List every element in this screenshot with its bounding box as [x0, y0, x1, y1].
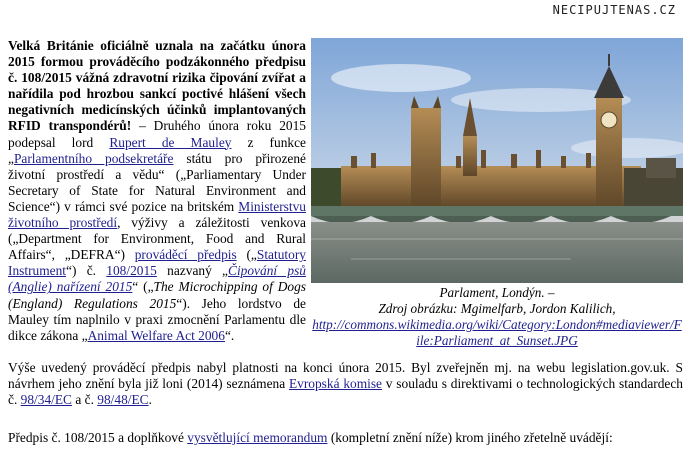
- caption-url-link[interactable]: http://commons.wikimedia.org/wiki/Category:London#mediaviewer/File:Parliament_at_Sunset.JPG: [312, 317, 682, 348]
- intro-text: („: [236, 247, 257, 263]
- directive-98-34-link[interactable]: 98/34/EC: [20, 392, 72, 408]
- site-name: NECIPUJTENAS.CZ: [552, 3, 676, 17]
- office-link[interactable]: Parlamentního podsekretáře: [13, 150, 174, 166]
- intro-text: “). Jeho lordstvo de Mauley tím naplnilo v praxi zmocnění Parlamentu dle dikce zákona „: [8, 295, 306, 343]
- commission-link[interactable]: Evropská komise: [288, 376, 383, 392]
- article-continuation: [8, 360, 683, 408]
- intro-text: státu pro přirozené životní prostředí a vědu“ („Parliamentary Under Secretary of State for Natural Environment and Science“) v rámci své pozice na britském: [8, 150, 306, 214]
- bold-lead: Velká Británie oficiálně uznala na začátku února 2015 formou prováděcího podzákonného předpisu č. 108/2015 vážná zdravotní rizika čipování zvířat a nařídila pod hrozbou sankcí poctivé hlášení všech negativních medicínských účinků implantovaných RFID transpondérů!: [8, 38, 306, 134]
- body-text: (kompletní znění níže) krom jiného zřetelně uvádějí:: [327, 430, 613, 445]
- directive-98-48-link[interactable]: 98/48/EC: [97, 392, 149, 408]
- memorandum-link[interactable]: vysvětlující memorandum: [187, 430, 328, 445]
- intro-text: z funkce „: [8, 134, 306, 166]
- body-text: a č.: [71, 392, 98, 408]
- intro-text: nazvaný „: [156, 263, 229, 279]
- ministry-link[interactable]: Ministerstvu životního prostředí: [8, 198, 306, 231]
- regulation-title-link[interactable]: Čipování psů (Anglie) nařízení 2015: [8, 263, 306, 295]
- parliament-figure: [311, 38, 683, 349]
- intro-text: , výživy a záležitosti venkova („Department for Environment, Food and Rural Affairs“, „DEFRA“): [8, 215, 306, 263]
- intro-text: – Druhého února roku 2015 podepsal lord: [8, 118, 306, 150]
- regulation-number-link[interactable]: 108/2015: [106, 263, 157, 279]
- photo-caption: [311, 285, 683, 349]
- caption-source: Zdroj obrázku: Mgimelfarb, Jordon Kalilich,: [378, 301, 616, 316]
- intro-text: “) č.: [66, 263, 107, 279]
- regulation-title-en: The Microchipping of Dogs (England) Regulations 2015: [8, 279, 306, 311]
- article-last-paragraph: [8, 430, 683, 446]
- regulation-link[interactable]: prováděcí předpis: [134, 247, 237, 263]
- intro-text: “ („: [132, 279, 154, 295]
- lord-link[interactable]: Rupert de Mauley: [109, 134, 232, 150]
- intro-text: “.: [224, 327, 235, 343]
- body-text: v souladu s direktivami o technologických standardech č.: [8, 376, 683, 408]
- body-text: .: [148, 392, 152, 408]
- parliament-photo: [311, 38, 683, 283]
- body-text: Předpis č. 108/2015 a doplňkové: [8, 430, 188, 445]
- body-text: Výše uvedený prováděcí předpis nabyl platnosti na konci února 2015. Byl zveřejněn mj. na webu legislation.gov.uk. S návrhem jeho znění byla již loni (2014) seznámena: [8, 360, 683, 392]
- act-link[interactable]: Animal Welfare Act 2006: [87, 327, 225, 343]
- article-intro: [8, 38, 306, 344]
- statutory-instrument-link[interactable]: Statutory Instrument: [8, 247, 306, 279]
- caption-title: Parlament, Londýn. –: [439, 285, 555, 300]
